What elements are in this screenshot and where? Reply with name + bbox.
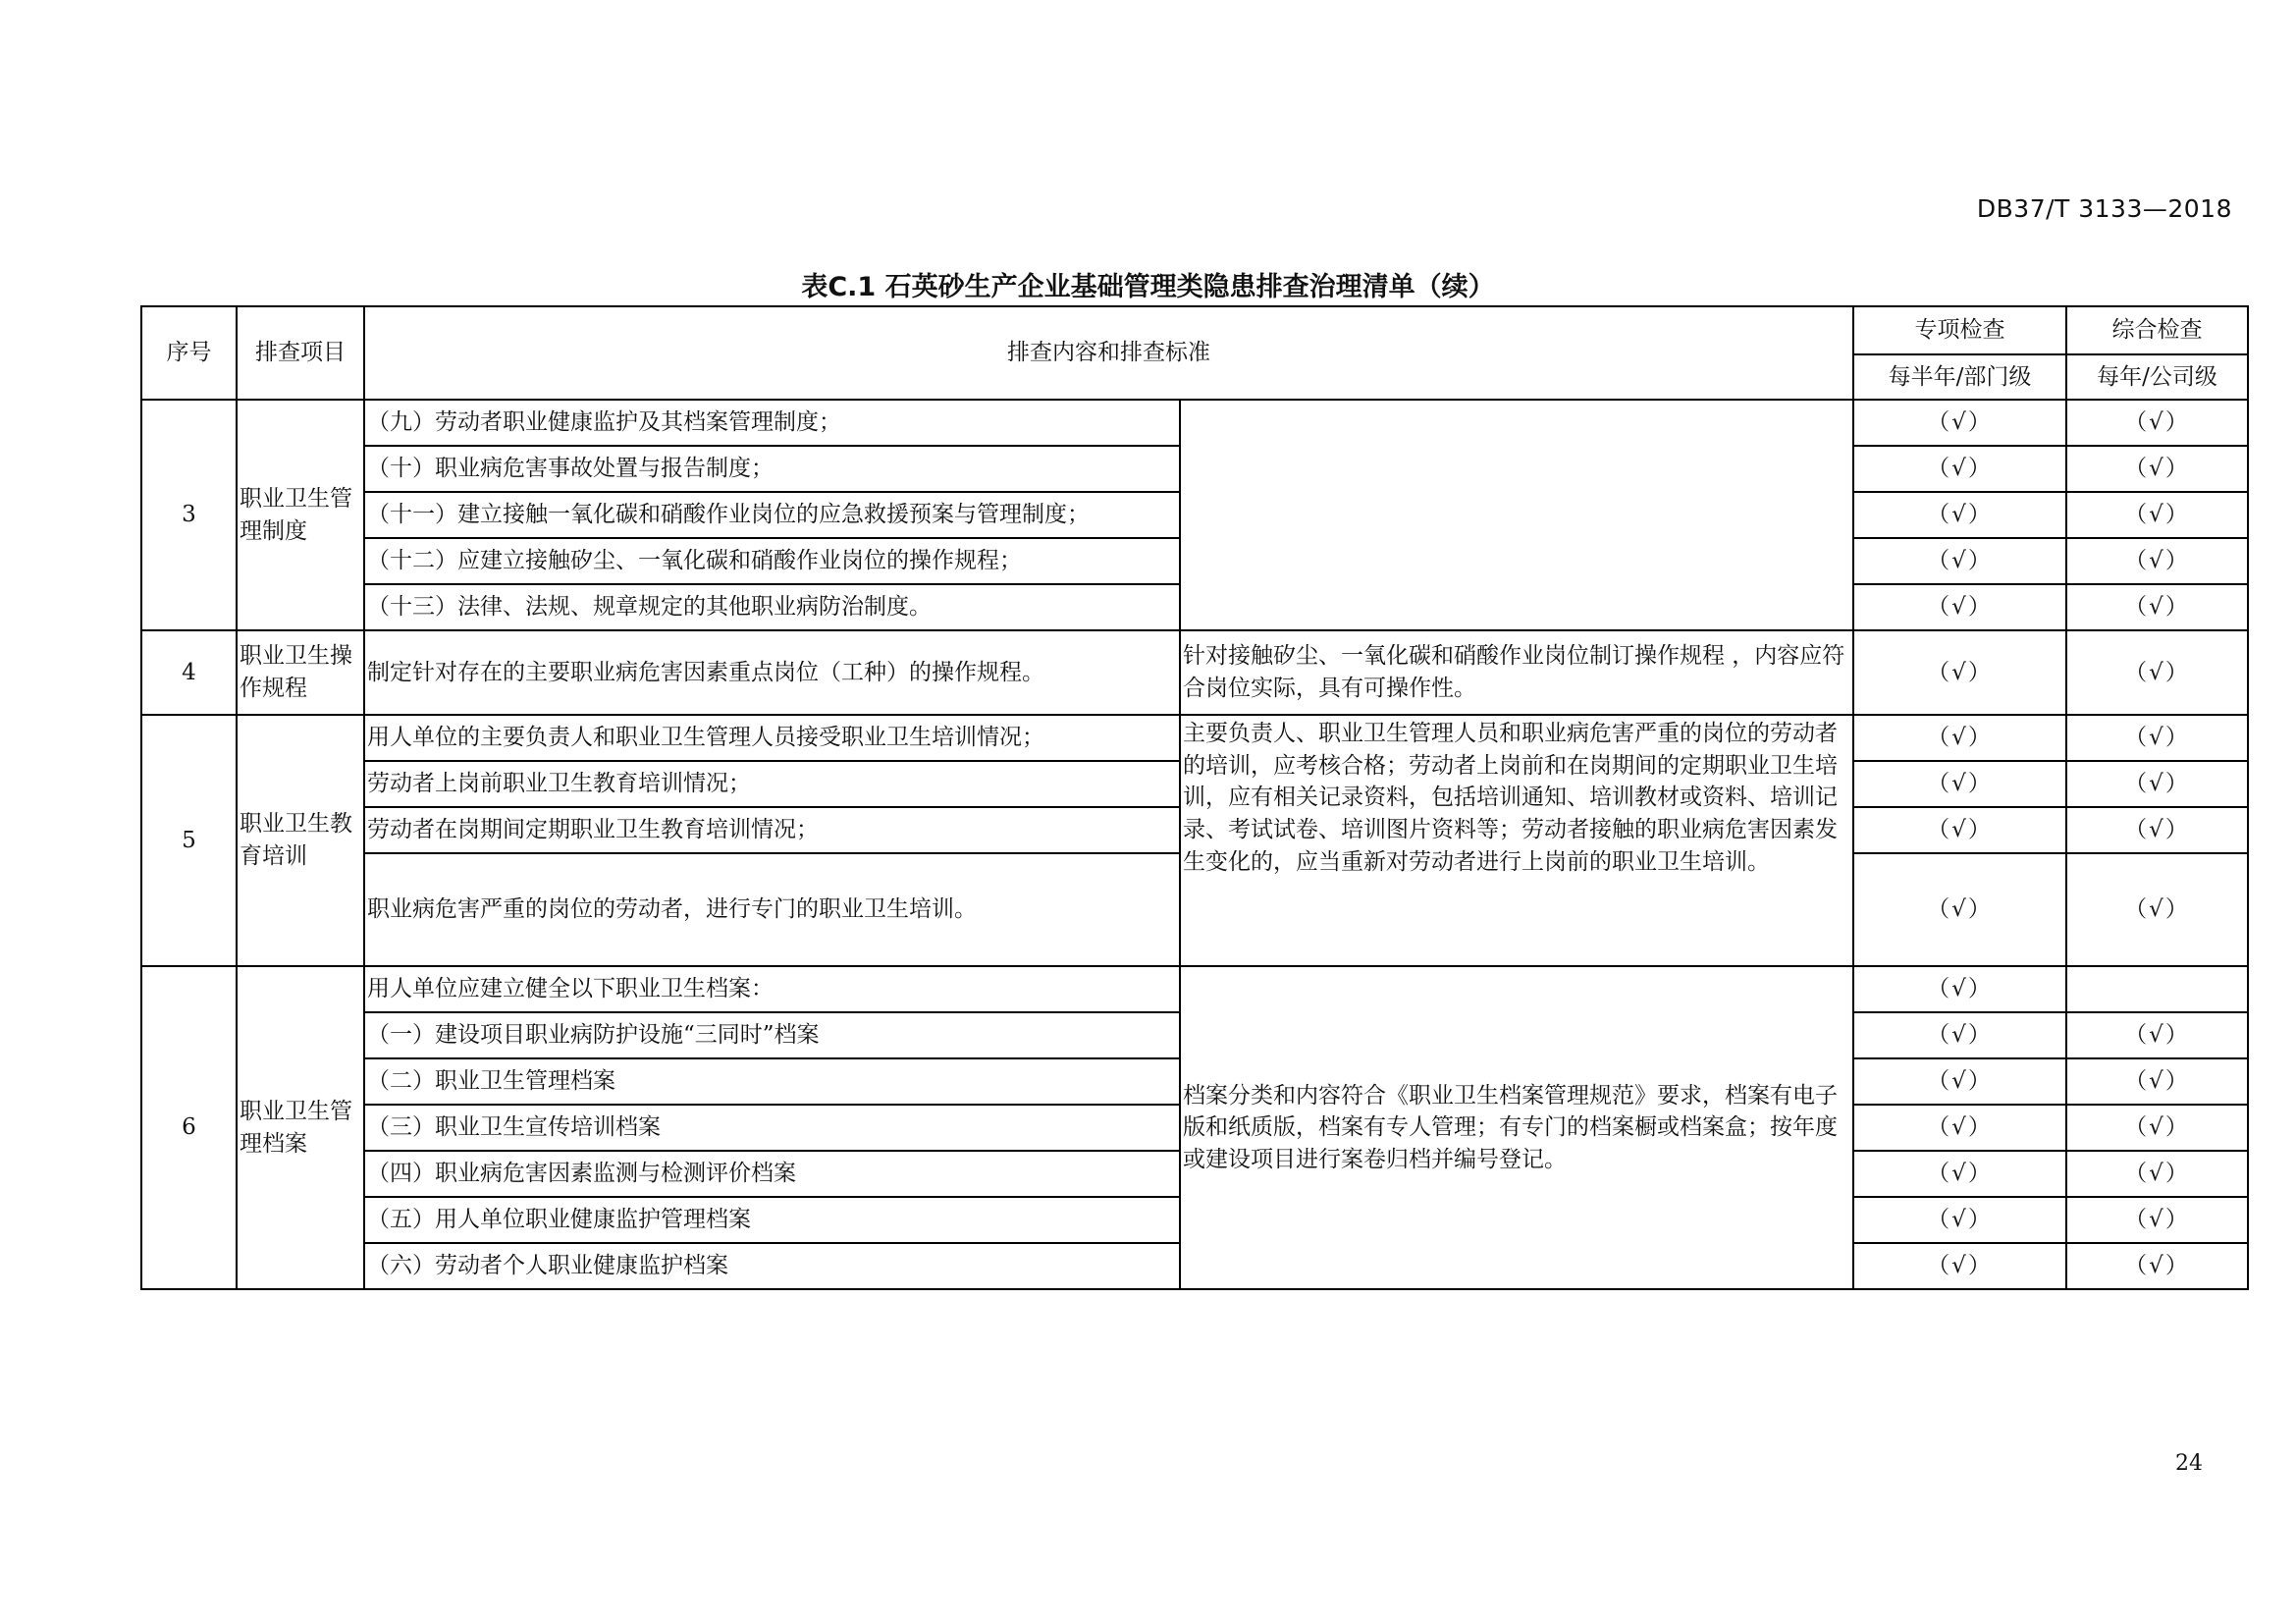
row-content: （十三）法律、法规、规章规定的其他职业病防治制度。	[364, 584, 1180, 630]
header-special-frequency: 每半年/部门级	[1853, 354, 2066, 400]
row-standard: 主要负责人、职业卫生管理人员和职业病危害严重的岗位的劳动者的培训，应考核合格；劳动者上岗前和在岗期间的定期职业卫生培训，应有相关记录资料，包括培训通知、培训教材或资料、培训记录、考试试卷、培训图片资料等；劳动者接触的职业病危害因素发生变化的，应当重新对劳动者进行上岗前的职业卫生培训。	[1180, 715, 1853, 966]
row-content: （二）职业卫生管理档案	[364, 1058, 1180, 1105]
comprehensive-check-mark: （√）	[2066, 853, 2248, 966]
special-check-mark: （√）	[1853, 715, 2066, 761]
row-item: 职业卫生管理制度	[237, 400, 364, 630]
special-check-mark: （√）	[1853, 1012, 2066, 1058]
comprehensive-check-mark: （√）	[2066, 1151, 2248, 1197]
comprehensive-check-mark: （√）	[2066, 630, 2248, 715]
special-check-mark: （√）	[1853, 1058, 2066, 1105]
row-content: （十一）建立接触一氧化碳和硝酸作业岗位的应急救援预案与管理制度；	[364, 492, 1180, 538]
row-standard	[1180, 400, 1853, 630]
special-check-mark: （√）	[1853, 966, 2066, 1012]
row-content: 用人单位的主要负责人和职业卫生管理人员接受职业卫生培训情况；	[364, 715, 1180, 761]
header-seq: 序号	[141, 306, 237, 400]
table-title: 表C.1 石英砂生产企业基础管理类隐患排查治理清单（续）	[801, 272, 1495, 302]
row-seq: 3	[141, 400, 237, 630]
comprehensive-check-mark: （√）	[2066, 1197, 2248, 1243]
row-content: （一）建设项目职业病防护设施“三同时”档案	[364, 1012, 1180, 1058]
header-content: 排查内容和排查标准	[364, 306, 1853, 400]
comprehensive-check-mark: （√）	[2066, 492, 2248, 538]
row-seq: 5	[141, 715, 237, 966]
row-content: 制定针对存在的主要职业病危害因素重点岗位（工种）的操作规程。	[364, 630, 1180, 715]
document-code: DB37/T 3133—2018	[1976, 194, 2232, 223]
row-content: 用人单位应建立健全以下职业卫生档案：	[364, 966, 1180, 1012]
comprehensive-check-mark: （√）	[2066, 761, 2248, 807]
comprehensive-check-mark: （√）	[2066, 1243, 2248, 1289]
table-row	[141, 630, 2248, 715]
row-content: （五）用人单位职业健康监护管理档案	[364, 1197, 1180, 1243]
comprehensive-check-mark: （√）	[2066, 807, 2248, 853]
header-comprehensive-frequency: 每年/公司级	[2066, 354, 2248, 400]
special-check-mark: （√）	[1853, 761, 2066, 807]
row-standard: 档案分类和内容符合《职业卫生档案管理规范》要求，档案有电子版和纸质版，档案有专人管理；有专门的档案橱或档案盒；按年度或建设项目进行案卷归档并编号登记。	[1180, 966, 1853, 1289]
row-content: 劳动者在岗期间定期职业卫生教育培训情况；	[364, 807, 1180, 853]
table-row	[141, 715, 2248, 761]
special-check-mark: （√）	[1853, 538, 2066, 584]
row-item: 职业卫生管理档案	[237, 966, 364, 1289]
special-check-mark: （√）	[1853, 853, 2066, 966]
special-check-mark: （√）	[1853, 1197, 2066, 1243]
special-check-mark: （√）	[1853, 400, 2066, 446]
row-item: 职业卫生操作规程	[237, 630, 364, 715]
table-row	[141, 400, 2248, 446]
header-item: 排查项目	[237, 306, 364, 400]
row-content: （四）职业病危害因素监测与检测评价档案	[364, 1151, 1180, 1197]
special-check-mark: （√）	[1853, 1243, 2066, 1289]
comprehensive-check-mark: （√）	[2066, 1105, 2248, 1151]
row-content: （三）职业卫生宣传培训档案	[364, 1105, 1180, 1151]
comprehensive-check-mark: （√）	[2066, 1058, 2248, 1105]
comprehensive-check-mark: （√）	[2066, 400, 2248, 446]
row-item: 职业卫生教育培训	[237, 715, 364, 966]
row-content: 劳动者上岗前职业卫生教育培训情况；	[364, 761, 1180, 807]
header-special: 专项检查	[1853, 306, 2066, 354]
comprehensive-check-mark: （√）	[2066, 715, 2248, 761]
special-check-mark: （√）	[1853, 807, 2066, 853]
special-check-mark: （√）	[1853, 446, 2066, 492]
special-check-mark: （√）	[1853, 1151, 2066, 1197]
row-seq: 4	[141, 630, 237, 715]
comprehensive-check-mark: （√）	[2066, 446, 2248, 492]
hazard-checklist-table	[140, 305, 2249, 1290]
header-comprehensive: 综合检查	[2066, 306, 2248, 354]
comprehensive-check-mark: （√）	[2066, 584, 2248, 630]
row-content: （六）劳动者个人职业健康监护档案	[364, 1243, 1180, 1289]
comprehensive-check-mark	[2066, 966, 2248, 1012]
special-check-mark: （√）	[1853, 1105, 2066, 1151]
special-check-mark: （√）	[1853, 630, 2066, 715]
page-number: 24	[2175, 1451, 2203, 1476]
comprehensive-check-mark: （√）	[2066, 1012, 2248, 1058]
table-row	[141, 966, 2248, 1012]
special-check-mark: （√）	[1853, 492, 2066, 538]
row-content: （十二）应建立接触矽尘、一氧化碳和硝酸作业岗位的操作规程；	[364, 538, 1180, 584]
comprehensive-check-mark: （√）	[2066, 538, 2248, 584]
row-standard: 针对接触矽尘、一氧化碳和硝酸作业岗位制订操作规程 ，内容应符合岗位实际，具有可操作性。	[1180, 630, 1853, 715]
row-content: 职业病危害严重的岗位的劳动者，进行专门的职业卫生培训。	[364, 853, 1180, 966]
special-check-mark: （√）	[1853, 584, 2066, 630]
row-content: （九）劳动者职业健康监护及其档案管理制度；	[364, 400, 1180, 446]
row-seq: 6	[141, 966, 237, 1289]
row-content: （十）职业病危害事故处置与报告制度；	[364, 446, 1180, 492]
